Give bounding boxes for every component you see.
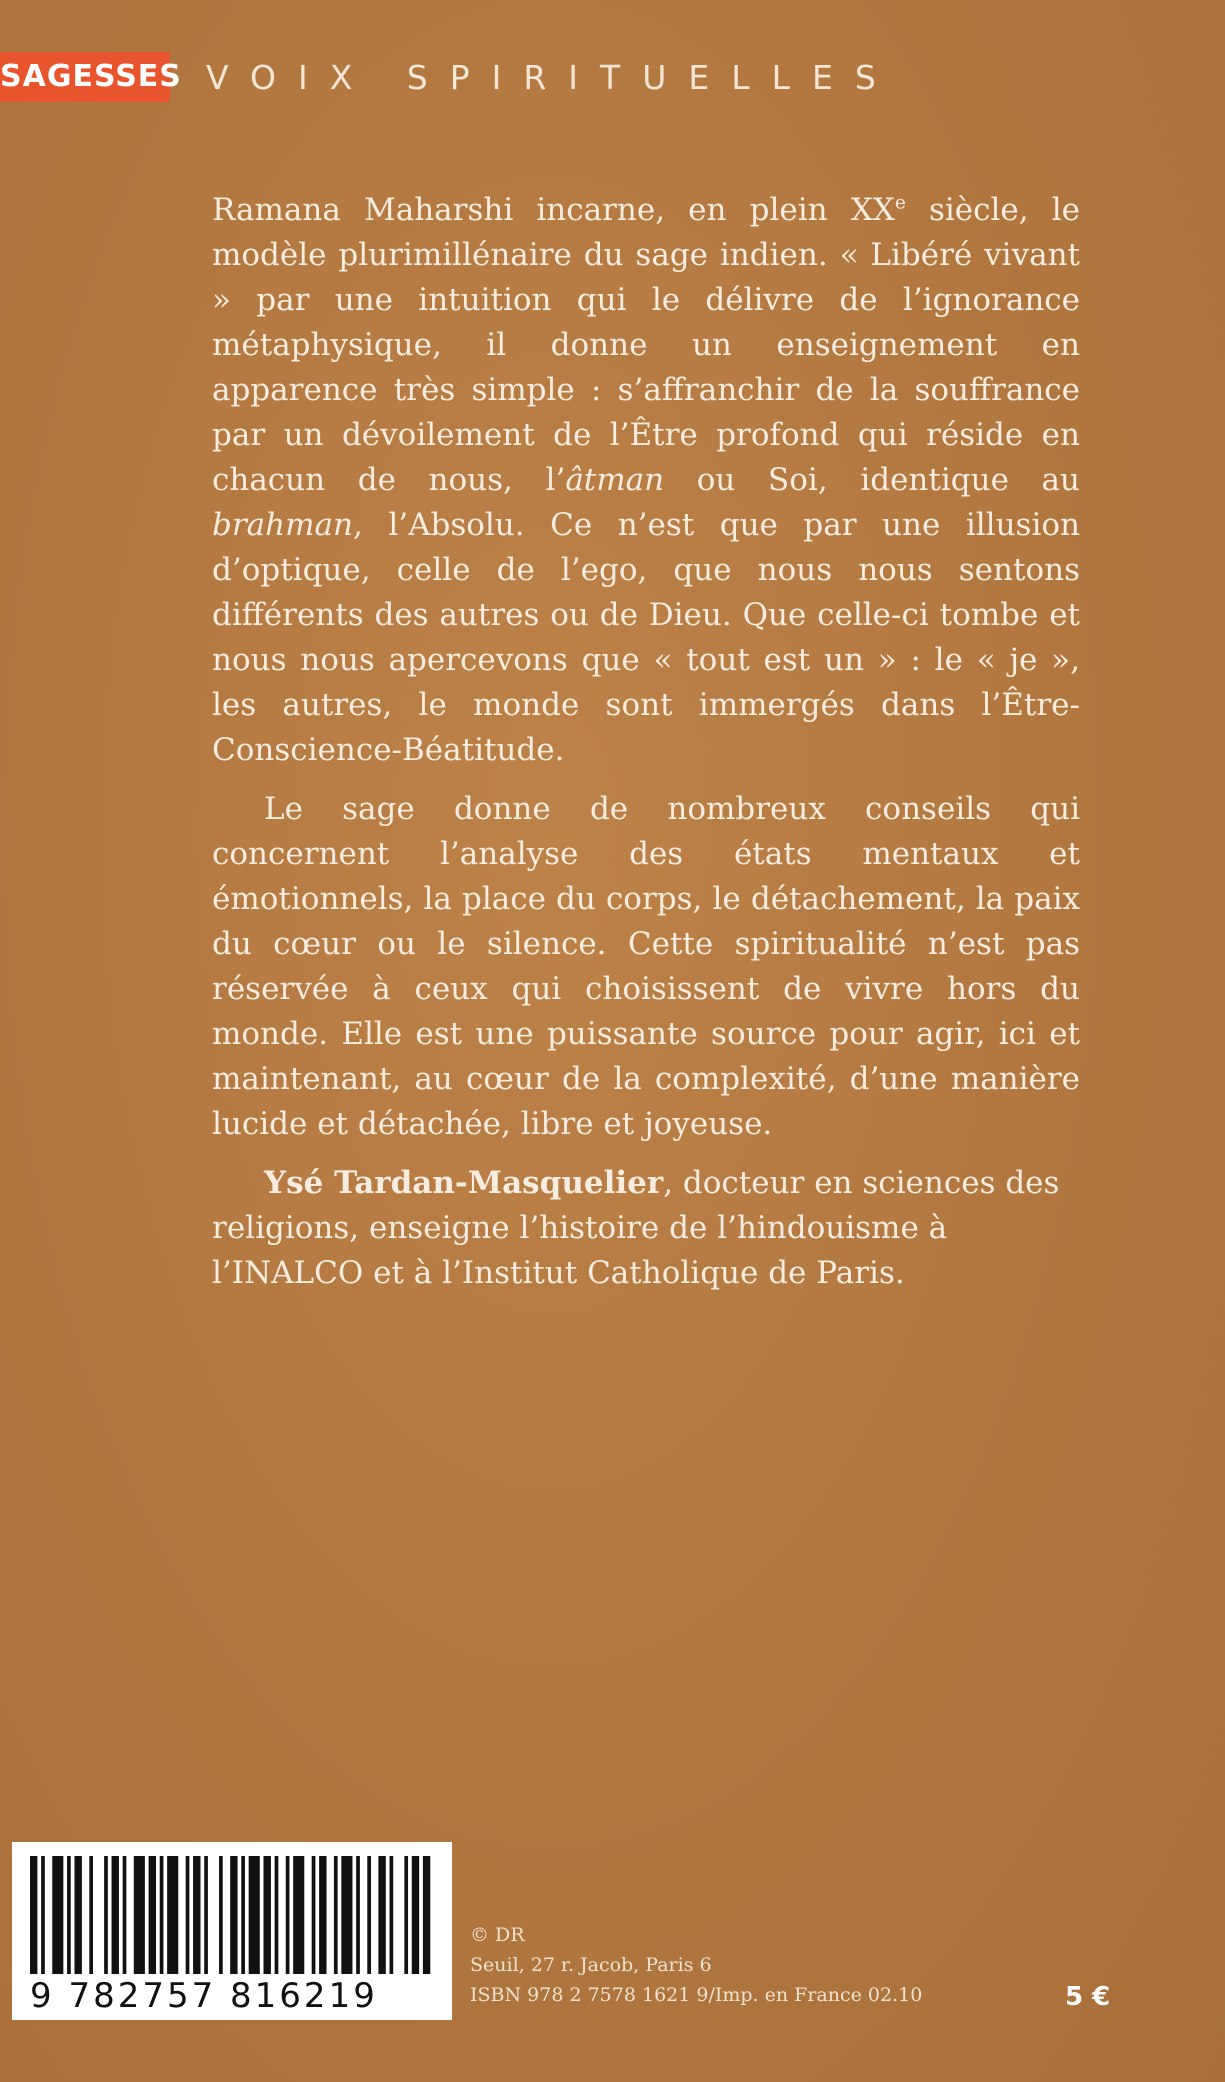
barcode-bar-34 — [230, 1856, 237, 1974]
barcode-bar-62 — [390, 1856, 394, 1974]
barcode-bar-50 — [319, 1856, 326, 1974]
barcode-bar-0 — [30, 1856, 37, 1974]
barcode-bar-52 — [334, 1856, 338, 1974]
author-name: Ysé Tardan-Masquelier — [264, 1165, 664, 1201]
barcode-bar-2 — [41, 1856, 45, 1974]
text-run: ou Soi, identique au — [664, 462, 1080, 498]
barcode-bar-22 — [160, 1856, 164, 1974]
century-numeral: XX — [850, 192, 895, 228]
barcode-bar-12 — [104, 1856, 108, 1974]
barcode-bar-64 — [404, 1856, 408, 1974]
barcode-bars — [30, 1856, 434, 1974]
text-run: Ramana Maharshi incarne, en plein — [212, 192, 851, 228]
barcode-bar-48 — [312, 1856, 316, 1974]
term-atman: âtman — [565, 462, 665, 498]
price: 5 € — [1065, 1982, 1111, 2012]
barcode-bar-44 — [286, 1856, 290, 1974]
description-paragraph-2: Le sage donne de nombreux conseils qui concernent l’analyse des états mentaux et émotionnels, la place du corps, le détachement, la paix du cœur ou le silence. Cette spiritualité n’est pas réservée à ceux qui choisissent de vivre hors du monde. Elle est une puissante source pour agir, ici et maintenant, au cœur de la complexité, d’une manière lucide et détachée, libre et joyeuse. — [212, 791, 1080, 1142]
term-brahman: brahman — [212, 507, 353, 543]
barcode-bar-28 — [193, 1856, 200, 1974]
barcode-bar-56 — [356, 1856, 360, 1974]
barcode-bar-68 — [423, 1856, 430, 1974]
series-badge: SAGESSES — [0, 52, 170, 102]
barcode-bar-10 — [89, 1856, 93, 1974]
barcode-bar-58 — [367, 1856, 371, 1974]
barcode-bar-32 — [219, 1856, 223, 1974]
barcode-bar-8 — [74, 1856, 81, 1974]
barcode-bar-60 — [378, 1856, 385, 1974]
barcode-bar-30 — [204, 1856, 208, 1974]
copyright-line: © DR — [470, 1924, 525, 1946]
author-bio-text: , docteur en sciences des religions, enseigne l’histoire de l’hindouisme à l’INALCO et à l’Institut Catholique de Paris. — [212, 1165, 1060, 1291]
series-title: VOIX SPIRITUELLES — [206, 57, 898, 97]
barcode-bar-14 — [112, 1856, 119, 1974]
series-header — [0, 52, 898, 102]
barcode-bar-26 — [186, 1856, 190, 1974]
barcode-bar-6 — [67, 1856, 71, 1974]
barcode-bar-18 — [134, 1856, 145, 1974]
text-run: siècle, le modèle plurimillénaire du sage indien. « Libéré vivant » par une intuition qui le délivre de l’ignorance métaphysique, il donne un enseignement en apparence très simple : s’affranchir de la souffrance par un dévoilement de l’Être profond qui réside en chacun de nous, l’ — [212, 192, 1080, 498]
barcode-bar-46 — [293, 1856, 304, 1974]
century-superscript: e — [894, 192, 906, 214]
publisher-line: Seuil, 27 r. Jacob, Paris 6 — [470, 1954, 712, 1976]
barcode-bar-42 — [275, 1856, 279, 1974]
barcode-bar-20 — [149, 1856, 156, 1974]
barcode-bar-4 — [52, 1856, 63, 1974]
credits — [470, 1920, 922, 2010]
barcode-bar-24 — [167, 1856, 178, 1974]
back-cover-text — [212, 188, 1080, 1296]
barcode-bar-40 — [264, 1856, 271, 1974]
barcode-bar-38 — [249, 1856, 260, 1974]
description-paragraph-1 — [212, 188, 1080, 773]
author-bio — [212, 1161, 1080, 1296]
text-run: , l’Absolu. Ce n’est que par une illusion d’optique, celle de l’ego, que nous nous sentons différents des autres ou de Dieu. Que celle-ci tombe et nous nous apercevons que « tout est un » : le « je », les autres, le monde sont immergés dans l’Être-Conscience-Béatitude. — [212, 507, 1080, 768]
barcode-bar-36 — [241, 1856, 245, 1974]
barcode-digits: 9 782757 816219 — [30, 1976, 378, 2016]
barcode-bar-54 — [341, 1856, 352, 1974]
barcode-bar-66 — [412, 1856, 419, 1974]
barcode — [12, 1842, 452, 2020]
barcode-bar-16 — [123, 1856, 127, 1974]
isbn-line: ISBN 978 2 7578 1621 9/Imp. en France 02.10 — [470, 1984, 923, 2006]
